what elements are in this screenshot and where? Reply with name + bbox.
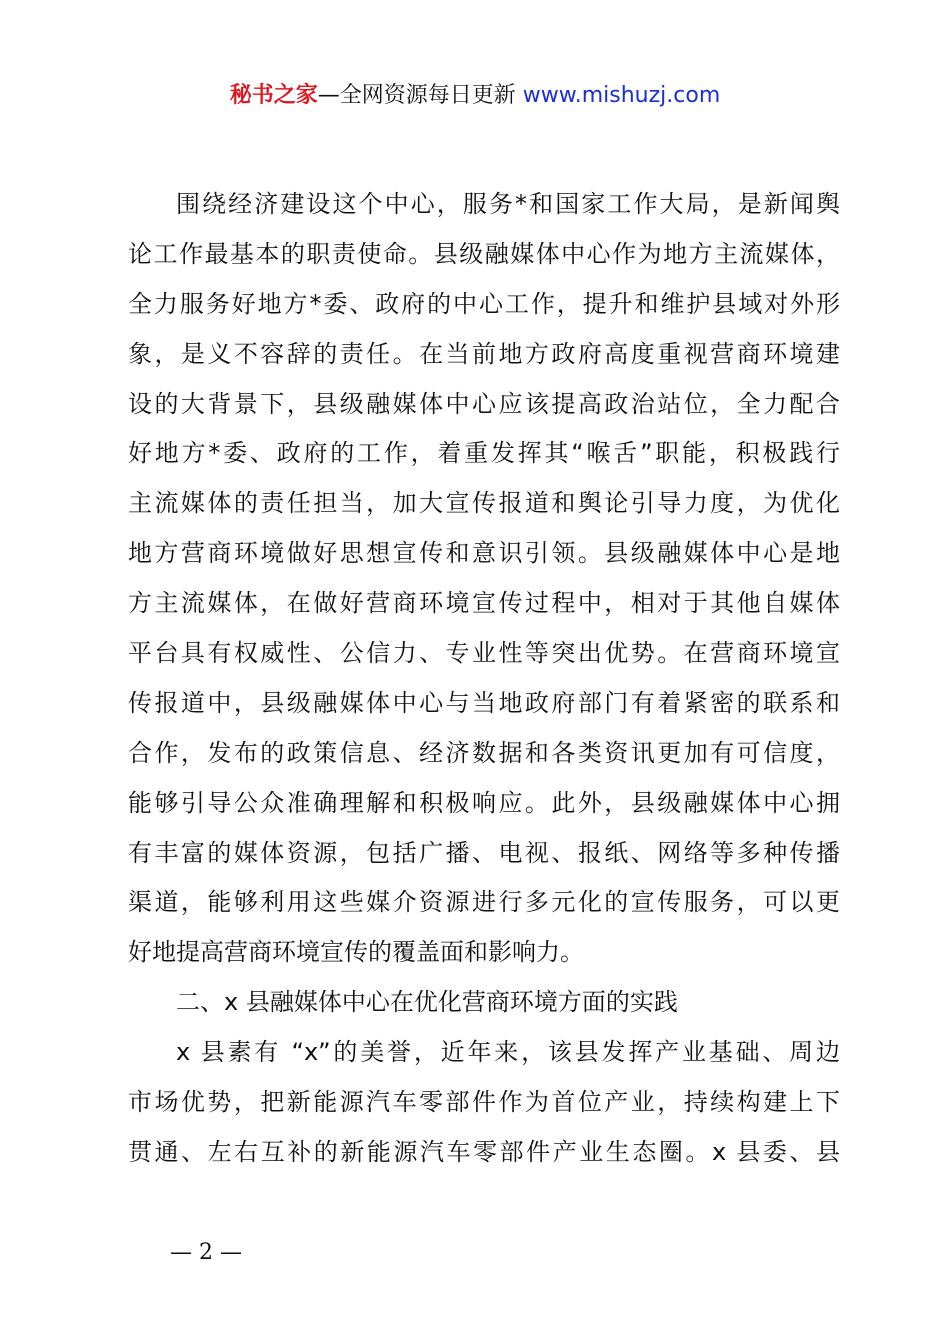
- text-line: 渠道，能够利用这些媒介资源进行多元化的宣传服务，可以更: [128, 888, 840, 917]
- page-number: — 2 —: [170, 1240, 242, 1265]
- text-line: 围绕经济建设这个中心，服务*和国家工作大局，是新闻舆: [176, 190, 840, 218]
- paragraph: [128, 180, 840, 978]
- text-line: 象，是义不容辞的责任。在当前地方政府高度重视营商环境建: [128, 339, 840, 368]
- text-line: 方主流媒体，在做好营商环境宣传过程中，相对于其他自媒体: [128, 589, 840, 618]
- text-line: 地方营商环境做好思想宣传和意识引领。县级融媒体中心是地: [128, 539, 840, 568]
- paragraph: [128, 1028, 840, 1178]
- document-body: [128, 180, 840, 1178]
- text-line: 能够引导公众准确理解和积极响应。此外，县级融媒体中心拥: [128, 788, 840, 817]
- section-heading: [128, 978, 840, 1028]
- header-tagline: —全网资源每日更新: [317, 83, 523, 108]
- brand-name: 秘书之家: [229, 83, 318, 108]
- text-line: 好地提高营商环境宣传的覆盖面和影响力。: [128, 938, 584, 967]
- text-line: 全力服务好地方*委、政府的中心工作，提升和维护县域对外形: [128, 289, 840, 318]
- text-line: 设的大背景下，县级融媒体中心应该提高政治站位，全力配合: [128, 389, 840, 418]
- text-line: 有丰富的媒体资源，包括广播、电视、报纸、网络等多种传播: [128, 838, 840, 867]
- text-line: 论工作最基本的职责使命。县级融媒体中心作为地方主流媒体，: [128, 239, 840, 268]
- section-heading-text: 二、x 县融媒体中心在优化营商环境方面的实践: [176, 988, 678, 1017]
- text-line: 好地方*委、政府的工作，着重发挥其“喉舌”职能，积极践行: [128, 439, 840, 468]
- text-line: x 县素有 “x”的美誉，近年来，该县发挥产业基础、周边: [176, 1038, 840, 1067]
- text-line: 主流媒体的责任担当，加大宣传报道和舆论引导力度，为优化: [128, 489, 840, 518]
- site-url-link[interactable]: www.mishuzj.com: [522, 83, 721, 108]
- text-line: 合作，发布的政策信息、经济数据和各类资讯更加有可信度，: [128, 738, 840, 767]
- document-header: [0, 80, 950, 112]
- text-line: 平台具有权威性、公信力、专业性等突出优势。在营商环境宣: [128, 639, 840, 668]
- text-line: 传报道中，县级融媒体中心与当地政府部门有着紧密的联系和: [128, 688, 840, 717]
- text-line: 贯通、左右互补的新能源汽车零部件产业生态圈。x 县委、县: [128, 1137, 840, 1166]
- text-line: 市场优势，把新能源汽车零部件作为首位产业，持续构建上下: [128, 1088, 840, 1117]
